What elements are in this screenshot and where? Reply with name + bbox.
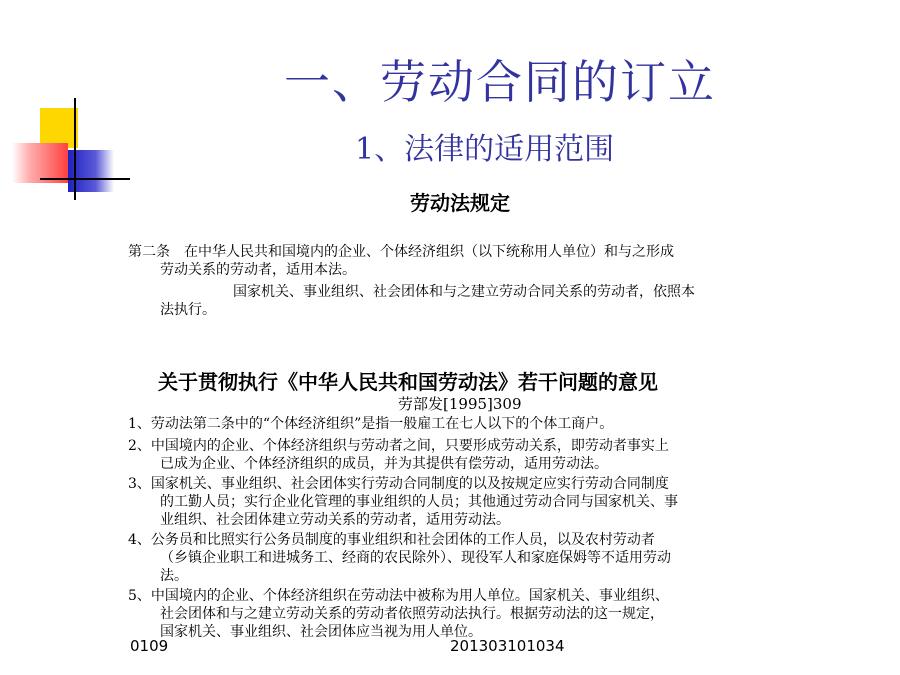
logo-red-square [12, 143, 68, 183]
list-item-5: 5、中国境内的企业、个体经济组织在劳动法中被称为用人单位。国家机关、事业组织、 [128, 588, 669, 604]
list-item-3: 3、国家机关、事业组织、社会团体实行劳动合同制度的以及按规定应实行劳动合同制度 [128, 476, 669, 492]
list-item-3-cont: 的工勤人员；实行企业化管理的事业组织的人员；其他通过劳动合同与国家机关、事 [160, 494, 678, 510]
logo-vertical-line [74, 98, 76, 200]
slide-subtitle: 1、法律的适用范围 [355, 132, 615, 167]
section1-line: 第二条 在中华人民共和国境内的企业、个体经济组织（以下统称用人单位）和与之形成 [128, 244, 674, 260]
footer-left: 0109 [130, 637, 169, 655]
section2-heading: 关于贯彻执行《中华人民共和国劳动法》若干问题的意见 [158, 370, 658, 394]
slide-title: 一、劳动合同的订立 [284, 55, 716, 109]
list-item-3-cont: 业组织、社会团体建立劳动关系的劳动者，适用劳动法。 [160, 512, 510, 528]
logo-yellow-square [40, 108, 78, 148]
corner-logo [0, 0, 130, 200]
list-item-4-cont: 法。 [160, 568, 188, 584]
list-item-1: 1、劳动法第二条中的“个体经济组织”是指一般雇工在七人以下的个体工商户。 [128, 416, 614, 432]
section1-line: 法执行。 [160, 302, 216, 318]
section1-line: 国家机关、事业组织、社会团体和与之建立劳动合同关系的劳动者，依照本 [233, 284, 695, 300]
document-number: 劳部发[1995]309 [398, 395, 522, 413]
list-item-2: 2、中国境内的企业、个体经济组织与劳动者之间，只要形成劳动关系，即劳动者事实上 [128, 438, 669, 454]
footer-right: 201303101034 [450, 637, 565, 655]
list-item-5-cont: 社会团体和与之建立劳动关系的劳动者依照劳动法执行。根据劳动法的这一规定， [160, 606, 664, 622]
list-item-4: 4、公务员和比照实行公务员制度的事业组织和社会团体的工作人员，以及农村劳动者 [128, 532, 655, 548]
list-item-5-cont: 国家机关、事业组织、社会团体应当视为用人单位。 [160, 624, 482, 640]
list-item-4-cont: （乡镇企业职工和进城务工、经商的农民除外）、现役军人和家庭保姆等不适用劳动 [160, 550, 671, 566]
section1-heading: 劳动法规定 [410, 191, 510, 215]
list-item-2-cont: 已成为企业、个体经济组织的成员，并为其提供有偿劳动，适用劳动法。 [160, 456, 608, 472]
logo-horizontal-line [40, 178, 130, 180]
section1-line: 劳动关系的劳动者，适用本法。 [160, 262, 356, 278]
